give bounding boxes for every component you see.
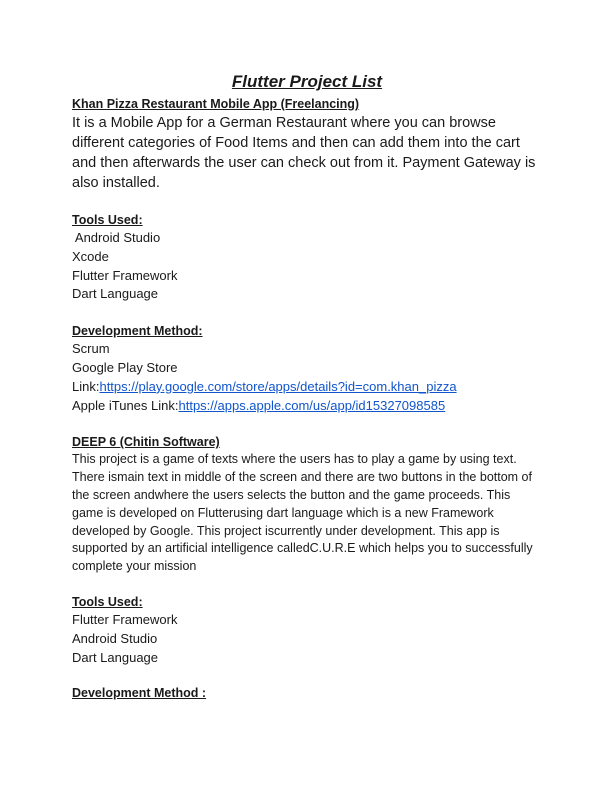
spacer	[72, 304, 542, 322]
itunes-link-line	[72, 397, 542, 416]
tool-item: Dart Language	[72, 286, 159, 302]
itunes-link[interactable]: https://apps.apple.com/us/app/id15327098585	[178, 397, 446, 413]
page-title: Flutter Project List	[231, 72, 383, 91]
project-khan-pizza	[72, 95, 542, 433]
project-deep-6	[72, 433, 542, 702]
tool-item: Android Studio	[72, 230, 161, 245]
tools-heading: Tools Used:	[72, 213, 143, 227]
method-value: Scrum	[72, 341, 110, 357]
play-store-link-line	[72, 378, 542, 397]
spacer	[72, 415, 542, 433]
project-description: It is a Mobile App for a German Restaurant where you can browse different categories of Food Items and then can add them into the cart and then afterwards the user can check out from it. Payment Gateway is also installed.	[72, 115, 536, 191]
spacer	[72, 576, 542, 593]
tool-item: Flutter Framework	[72, 267, 178, 283]
project-heading: DEEP 6 (Chitin Software)	[72, 435, 220, 450]
tool-item: Android Studio	[72, 630, 158, 646]
itunes-link-label: Apple iTunes Link:	[72, 397, 179, 413]
method-heading: Development Method :	[72, 686, 207, 701]
tool-item: Xcode	[72, 248, 109, 264]
tool-item: Flutter Framework	[72, 611, 178, 627]
play-store-link-label: Link:	[72, 378, 100, 394]
play-store-link[interactable]: https://play.google.com/store/apps/details?id=com.khan_pizza	[99, 378, 457, 394]
spacer	[72, 667, 542, 684]
spacer	[72, 193, 542, 211]
project-description: This project is a game of texts where the users has to play a game by using text. There ismain text in middle of the screen and there are two buttons in the bottom of the screen andwhere the users selects the button and the game proceeds. This game is developed on Flutterusing dart language which is a new Framework developed by Google. This project iscurrently under development. This app is supported by an artificial intelligence calledC.U.R.E which helps you to successfully complete your mission	[72, 452, 533, 574]
method-heading: Development Method:	[72, 324, 203, 339]
play-store-label: Google Play Store	[72, 359, 178, 375]
tools-heading: Tools Used:	[72, 594, 143, 609]
document-page	[72, 70, 542, 702]
project-heading: Khan Pizza Restaurant Mobile App (Freelancing)	[72, 97, 360, 111]
tool-item: Dart Language	[72, 649, 159, 665]
